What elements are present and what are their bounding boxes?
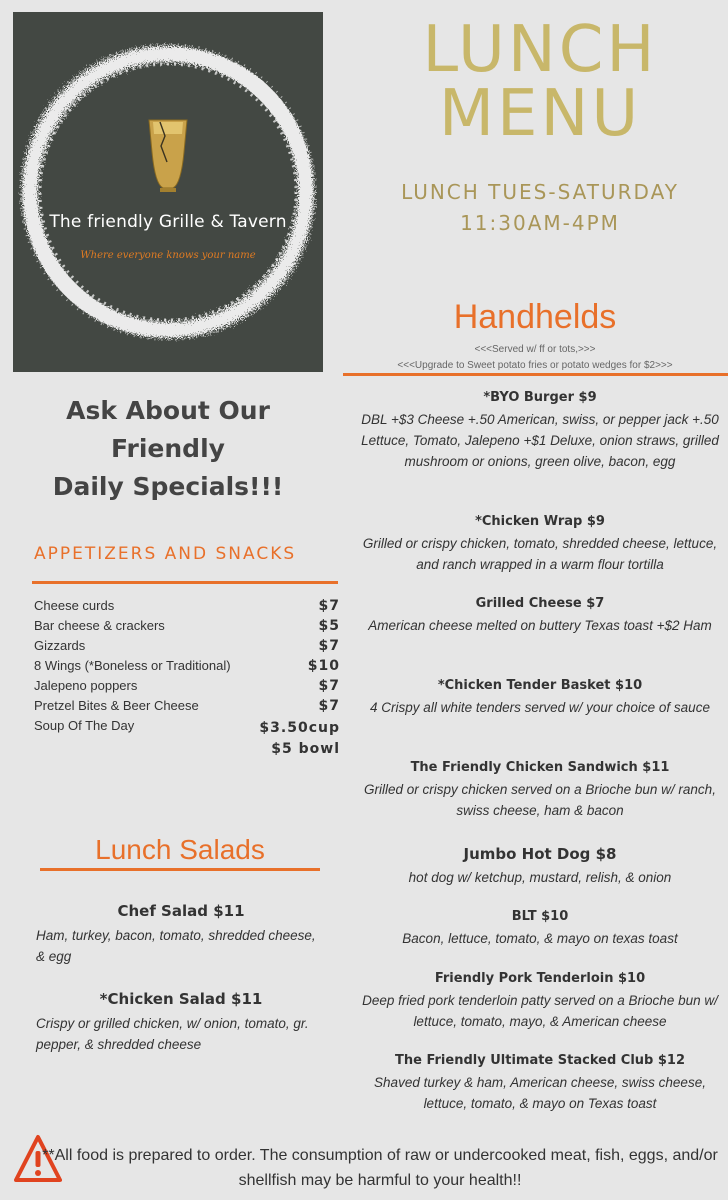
menu-title — [340, 13, 728, 151]
appetizer-name: Bar cheese & crackers — [34, 618, 165, 633]
handheld-name: Grilled Cheese $7 — [475, 596, 605, 611]
menu-title-line1: LUNCH — [422, 13, 658, 87]
handheld-name: *Chicken Tender Basket $10 — [437, 678, 643, 693]
list-item — [355, 845, 725, 888]
salad-desc: Ham, turkey, bacon, tomato, shredded cheese, & egg — [36, 928, 316, 964]
appetizers-heading: APPETIZERS AND SNACKS — [34, 544, 297, 564]
specials-line2: Friendly — [111, 434, 225, 463]
handhelds-divider — [343, 373, 728, 376]
list-item — [34, 698, 340, 718]
appetizer-name: Pretzel Bites & Beer Cheese — [34, 698, 199, 713]
logo-tagline: Where everyone knows your name — [80, 250, 256, 261]
handheld-desc: American cheese melted on buttery Texas toast +$2 Ham — [368, 618, 712, 633]
handheld-name: *BYO Burger $9 — [483, 390, 597, 405]
specials-line3: Daily Specials!!! — [52, 472, 284, 501]
handheld-name: BLT $10 — [511, 909, 569, 924]
salads-divider — [40, 868, 320, 871]
list-item — [34, 658, 340, 678]
specials-line1: Ask About Our — [66, 396, 270, 425]
handheld-desc: DBL +$3 Cheese +.50 American, swiss, or pepper jack +.50 Lettuce, Tomato, Jalepeno +$1 Deluxe, onion straws, grilled mushroom or onions, green olive, bacon, egg — [361, 412, 719, 469]
restaurant-logo — [13, 12, 323, 372]
list-item — [36, 990, 326, 1055]
handhelds-note-upgrade: <<<Upgrade to Sweet potato fries or potato wedges for $2>>> — [397, 360, 673, 371]
list-item — [36, 902, 326, 967]
list-item — [355, 596, 725, 636]
handheld-name: *Chicken Wrap $9 — [475, 514, 605, 529]
list-item — [34, 678, 340, 698]
appetizer-name: Gizzards — [34, 638, 86, 653]
salad-name: Chef Salad $11 — [117, 902, 245, 920]
list-item — [355, 971, 725, 1032]
list-item — [34, 718, 340, 760]
appetizer-name: Cheese curds — [34, 598, 115, 613]
handheld-desc: Grilled or crispy chicken, tomato, shredded cheese, lettuce, and ranch wrapped in a warm flour tortilla — [362, 536, 718, 572]
daily-specials-callout — [13, 392, 323, 506]
menu-title-line2: MENU — [438, 77, 642, 151]
handheld-desc: Grilled or crispy chicken served on a Brioche bun w/ ranch, swiss cheese, ham & bacon — [364, 782, 716, 818]
handheld-desc: Bacon, lettuce, tomato, & mayo on texas toast — [402, 931, 678, 946]
logo-name: The friendly Grille & Tavern — [49, 212, 287, 232]
handhelds-note-sides: <<<Served w/ ff or tots,>>> — [474, 344, 596, 355]
appetizer-price: $7 — [318, 678, 340, 694]
handheld-name: The Friendly Ultimate Stacked Club $12 — [395, 1053, 685, 1068]
hours-days: LUNCH TUES-SATURDAY — [401, 180, 679, 204]
list-item — [355, 514, 725, 575]
salad-desc: Crispy or grilled chicken, w/ onion, tomato, gr. pepper, & shredded cheese — [36, 1016, 309, 1052]
soup-name: Soup Of The Day — [34, 718, 135, 733]
soup-price-cup: $3.50cup — [259, 720, 340, 736]
handheld-desc: 4 Crispy all white tenders served w/ your choice of sauce — [370, 700, 710, 715]
handheld-desc: Deep fried pork tenderloin patty served on a Brioche bun w/ lettuce, tomato, mayo, & American cheese — [362, 993, 718, 1029]
salads-heading: Lunch Salads — [95, 834, 265, 865]
handheld-desc: hot dog w/ ketchup, mustard, relish, & onion — [408, 870, 672, 885]
list-item — [34, 638, 340, 658]
food-safety-warning: **All food is prepared to order. The consumption of raw or undercooked meat, fish, eggs, and/or shellfish may be harmful to your health!! — [42, 1147, 718, 1189]
appetizer-price: $5 — [318, 618, 340, 634]
list-item — [34, 598, 340, 618]
appetizer-price: $7 — [318, 638, 340, 654]
appetizers-list — [34, 598, 340, 760]
handheld-name: Friendly Pork Tenderloin $10 — [434, 971, 646, 986]
appetizer-price: $7 — [318, 598, 340, 614]
handheld-name: Jumbo Hot Dog $8 — [463, 845, 617, 863]
appetizer-name: Jalepeno poppers — [34, 678, 138, 693]
hours-time: 11:30AM-4PM — [460, 211, 620, 235]
list-item — [355, 390, 725, 472]
appetizer-name: 8 Wings (*Boneless or Traditional) — [34, 658, 231, 673]
list-item — [34, 618, 340, 638]
list-item — [355, 1053, 725, 1114]
beer-glass-icon — [149, 120, 187, 192]
appetizers-divider — [32, 581, 338, 584]
list-item — [355, 678, 725, 718]
handhelds-heading: Handhelds — [453, 298, 617, 336]
handheld-name: The Friendly Chicken Sandwich $11 — [410, 760, 670, 775]
list-item — [355, 909, 725, 949]
list-item — [355, 760, 725, 821]
appetizer-price: $7 — [318, 698, 340, 714]
salad-name: *Chicken Salad $11 — [99, 990, 263, 1008]
soup-price-bowl: $5 bowl — [271, 741, 340, 757]
appetizer-price: $10 — [307, 658, 340, 674]
handheld-desc: Shaved turkey & ham, American cheese, swiss cheese, lettuce, tomato, & mayo on Texas toast — [374, 1075, 706, 1111]
soup-prices — [259, 718, 340, 760]
logo-ring-graphic — [13, 12, 323, 372]
